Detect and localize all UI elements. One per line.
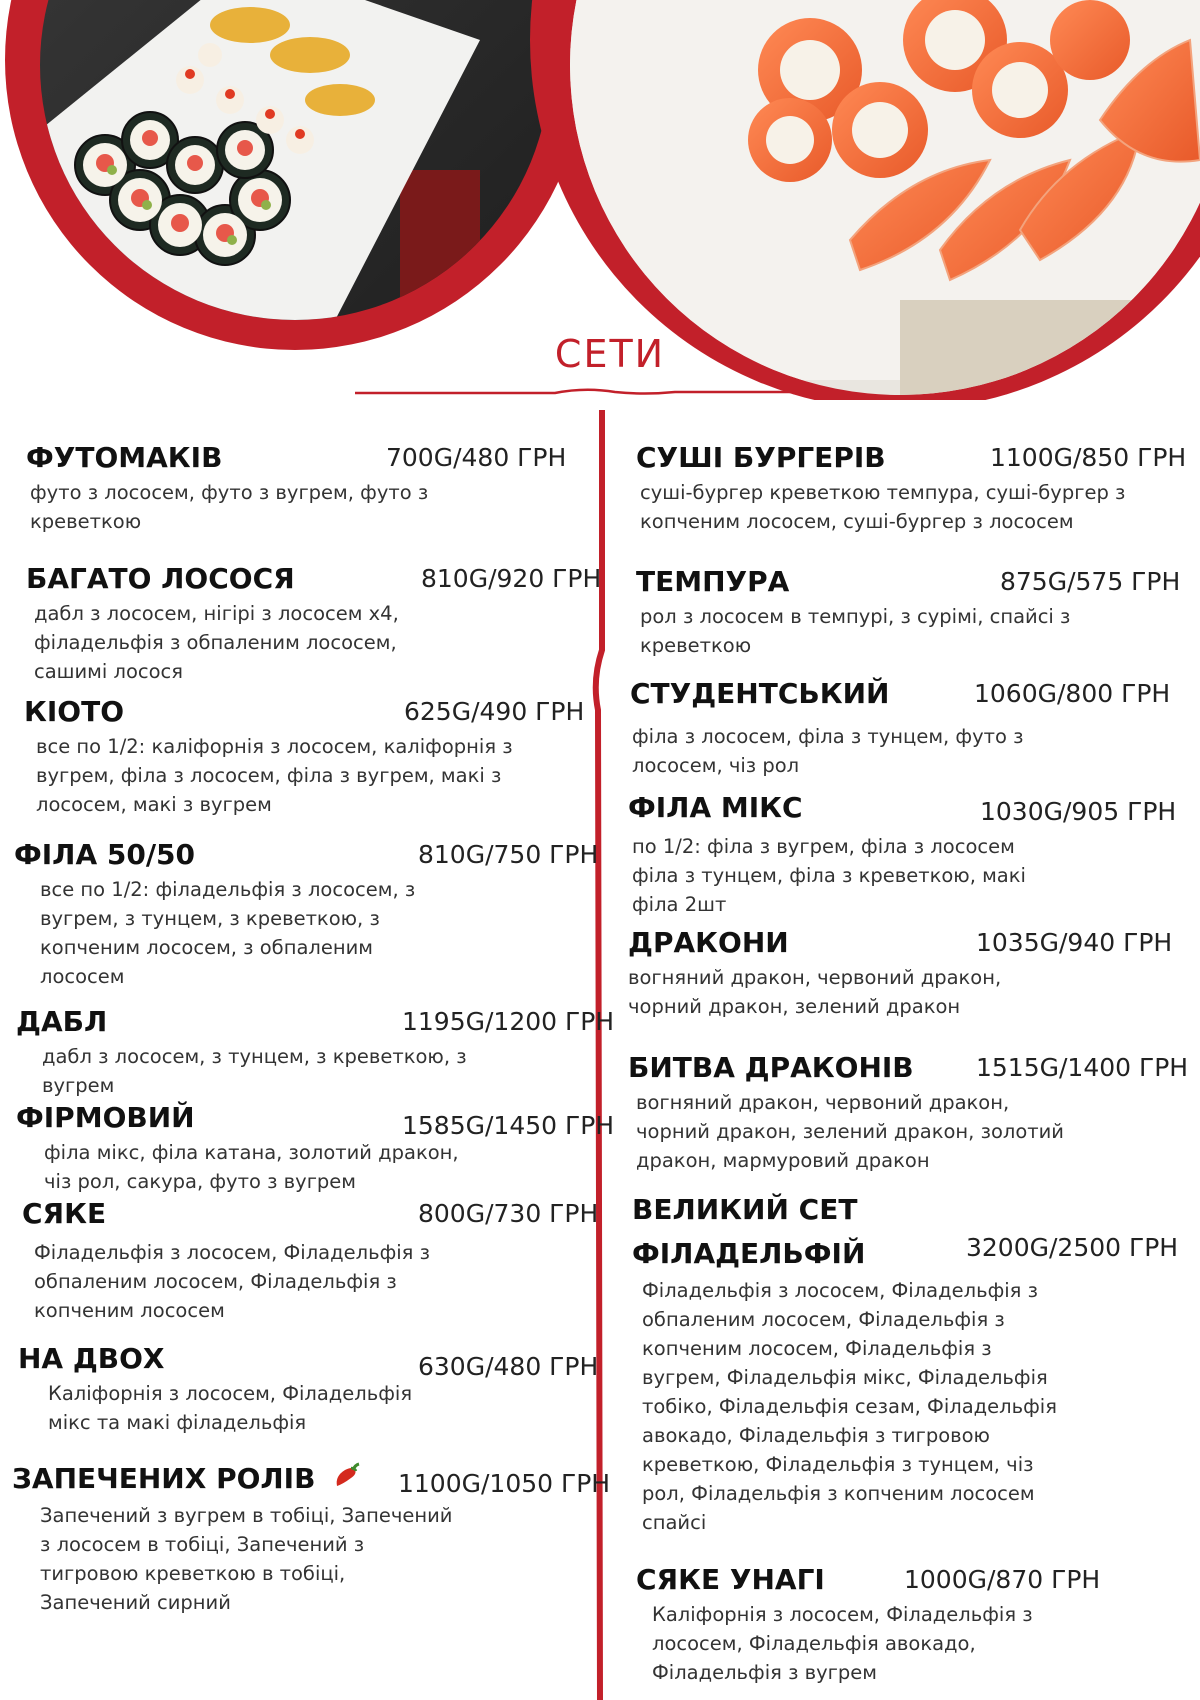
item-price: 1000G/870 ГРН [904, 1565, 1101, 1594]
item-name: ЗАПЕЧЕНИХ РОЛІВ [12, 1462, 316, 1495]
item-name: СЯКЕ [22, 1197, 107, 1230]
item-description: Філадельфія з лососем, Філадельфія з обпаленим лососем, Філадельфія з копченим лососем [34, 1241, 430, 1322]
menu-item [628, 792, 1176, 919]
item-description: Каліфорнія з лососем, Філадельфія мікс та макі філадельфія [48, 1382, 413, 1434]
item-description: філа з лососем, філа з тунцем, футо з лососем, чіз рол [632, 725, 1024, 777]
page-title: СЕТИ [554, 332, 666, 376]
item-name: ФІЛА 50/50 [14, 838, 196, 871]
item-price: 1515G/1400 ГРН [976, 1053, 1189, 1082]
item-price: 810G/920 ГРН [421, 564, 602, 593]
item-description: вогняний дракон, червоний дракон, чорний дракон, зелений дракон, золотий дракон, мармуровий дракон [636, 1091, 1064, 1172]
item-price: 630G/480 ГРН [418, 1352, 599, 1381]
item-name: ТЕМПУРА [636, 565, 790, 598]
item-price: 700G/480 ГРН [386, 443, 567, 472]
item-price: 1100G/850 ГРН [990, 443, 1187, 472]
item-name: СТУДЕНТСЬКИЙ [630, 677, 890, 710]
chili-pepper-icon [331, 1462, 361, 1490]
item-name: НА ДВОХ [18, 1342, 165, 1375]
item-description: дабл з лососем, нігірі з лососем х4, філадельфія з обпаленим лососем, сашимі лосося [34, 602, 399, 683]
item-price: 1030G/905 ГРН [980, 797, 1177, 826]
item-name: СУШІ БУРГЕРІВ [636, 441, 886, 474]
item-price: 625G/490 ГРН [404, 697, 585, 726]
item-name: ДАБЛ [16, 1005, 108, 1038]
menu-item [632, 1188, 1180, 1537]
menu-item [26, 563, 600, 686]
item-price: 800G/730 ГРН [418, 1199, 599, 1228]
item-description: дабл з лососем, з тунцем, з креветкою, з вугрем [42, 1045, 467, 1097]
menu-item [16, 1101, 615, 1196]
item-description: футо з лососем, футо з вугрем, футо з креветкою [30, 481, 429, 533]
item-name: ДРАКОНИ [628, 926, 789, 959]
item-description: все по 1/2: філадельфія з лососем, з вугрем, з тунцем, з креветкою, з копченим лососем, з обпаленим лососем [40, 878, 416, 988]
menu-item [636, 441, 1187, 536]
menu-item [636, 565, 1181, 660]
item-price: 810G/750 ГРН [418, 840, 599, 869]
menu-item [16, 1005, 615, 1100]
item-price: 1100G/1050 ГРН [398, 1469, 611, 1498]
item-price: 1035G/940 ГРН [976, 928, 1173, 957]
item-name: БИТВА ДРАКОНІВ [628, 1051, 914, 1084]
item-description: рол з лососем в темпурі, з сурімі, спайсі з креветкою [640, 605, 1071, 657]
item-description: Філадельфія з лососем, Філадельфія з обпаленим лососем, Філадельфія з копченим лососем, Філадельфія з вугрем, Філадельфія мікс, Філадельфія тобіко, Філадельфія сезам, Філадельфія авокадо, Філадельфія з тигровою креветкою, Філадельфія з тунцем, чіз рол, Філадельфія з копченим лососем спайсі [642, 1279, 1057, 1534]
item-name: ФІРМОВИЙ [16, 1101, 195, 1134]
item-price: 1060G/800 ГРН [974, 679, 1171, 708]
menu-item [22, 1198, 600, 1325]
item-price: 875G/575 ГРН [1000, 567, 1181, 596]
item-description: все по 1/2: каліфорнія з лососем, каліфорнія з вугрем, філа з лососем, філа з вугрем, макі з лососем, макі з вугрем [36, 735, 513, 816]
item-name: БАГАТО ЛОСОСЯ [26, 562, 295, 595]
menu-item [26, 442, 586, 536]
item-price: 1195G/1200 ГРН [402, 1007, 615, 1036]
menu-item [24, 696, 600, 819]
item-name: КІОТО [24, 695, 125, 728]
item-name: ФУТОМАКІВ [26, 441, 223, 474]
item-description: Каліфорнія з лососем, Філадельфія з лососем, Філадельфія авокадо, Філадельфія з вугрем [652, 1603, 1033, 1684]
item-description: по 1/2: філа з вугрем, філа з лососем філа з тунцем, філа з креветкою, макі філа 2шт [632, 835, 1026, 916]
menu-item [628, 927, 1176, 1021]
menu-item [636, 1564, 1176, 1687]
item-description: філа мікс, філа катана, золотий дракон, чіз рол, сакура, футо з вугрем [44, 1141, 459, 1193]
item-description: вогняний дракон, червоний дракон, чорний дракон, зелений дракон [628, 966, 1002, 1018]
item-name: ВЕЛИКИЙ СЕТ ФІЛАДЕЛЬФІЙ [632, 1193, 866, 1270]
item-description: Запечений з вугрем в тобіці, Запечений з лососем в тобіці, Запечений з тигровою креветкою в тобіці, Запечений сирний [40, 1504, 453, 1614]
item-name: ФІЛА МІКС [628, 791, 803, 824]
menu-item [630, 678, 1176, 780]
menu-item [12, 1462, 611, 1617]
menu-item [18, 1343, 600, 1437]
item-description: суші-бургер креветкою темпура, суші-бургер з копченим лососем, суші-бургер з лососем [640, 481, 1126, 533]
item-price: 1585G/1450 ГРН [402, 1111, 615, 1140]
title-underline [355, 386, 830, 398]
menu-item [14, 839, 600, 991]
menu-item [628, 1051, 1189, 1175]
item-name: СЯКЕ УНАГІ [636, 1563, 825, 1596]
item-price: 3200G/2500 ГРН [966, 1233, 1179, 1262]
